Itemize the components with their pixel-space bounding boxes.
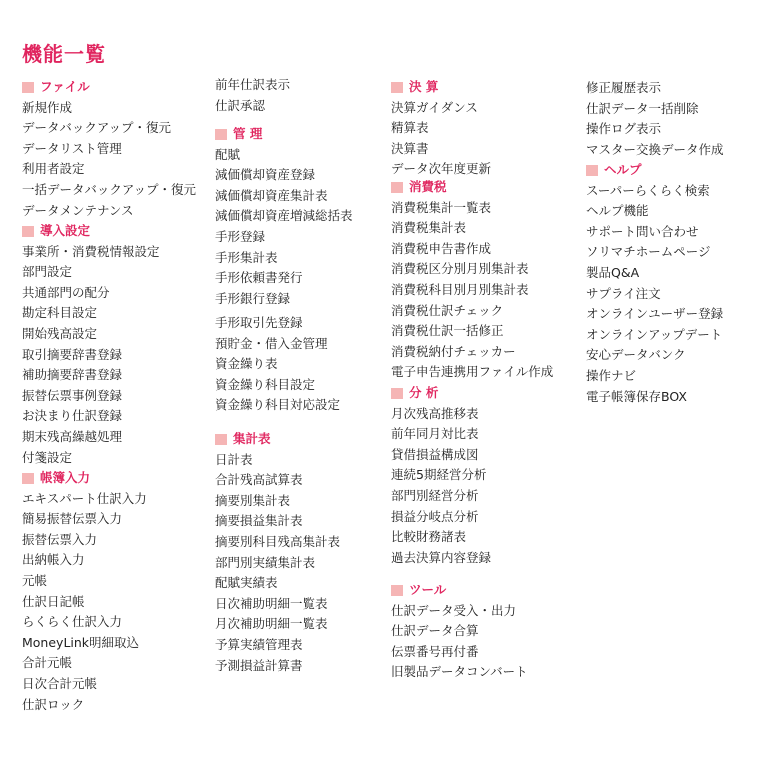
section-header-label: 管 理 [233, 126, 263, 141]
feature-link[interactable]: 仕訳データ受入・出力 [391, 602, 517, 618]
section [215, 124, 353, 309]
feature-link[interactable]: 勘定科目設定 [22, 305, 98, 321]
feature-link[interactable]: 手形取引先登録 [215, 315, 303, 330]
feature-link[interactable]: 精算表 [391, 120, 429, 136]
feature-link[interactable]: 手形銀行登録 [215, 290, 291, 306]
feature-link[interactable]: 電子申告連携用ファイル作成 [391, 364, 554, 380]
feature-link[interactable]: 合計元帳 [22, 655, 73, 671]
feature-link[interactable]: 決算ガイダンス [391, 99, 478, 115]
feature-link[interactable]: 仕訳承認 [215, 97, 266, 113]
feature-link[interactable]: オンラインユーザー登録 [586, 306, 724, 322]
feature-link[interactable]: 減価償却資産増減総括表 [215, 208, 353, 224]
section [22, 468, 147, 715]
feature-link[interactable]: 減価償却資産登録 [215, 167, 316, 183]
section-header [215, 124, 353, 145]
square-bullet-icon [22, 82, 34, 93]
section-header-label: 分 析 [409, 385, 439, 400]
feature-link[interactable]: 摘要損益集計表 [215, 513, 303, 529]
square-bullet-icon [391, 82, 403, 93]
section [22, 77, 196, 221]
feature-link[interactable]: マスター交換データ作成 [586, 141, 724, 157]
section-header [215, 429, 340, 450]
feature-link[interactable]: 合計残高試算表 [215, 472, 303, 488]
feature-link[interactable]: 資金繰り表 [215, 356, 278, 372]
feature-link[interactable]: 消費税集計表 [391, 220, 467, 236]
section [391, 580, 528, 683]
section [586, 78, 724, 160]
feature-link[interactable]: 消費税仕訳チェック [391, 302, 504, 318]
feature-link[interactable]: オンラインアップデート [586, 326, 723, 342]
section-header-label: 帳簿入力 [40, 470, 91, 485]
section [391, 383, 491, 568]
feature-link[interactable]: 前年同月対比表 [391, 426, 479, 442]
feature-link[interactable]: 伝票番号再付番 [391, 643, 479, 659]
square-bullet-icon [22, 226, 34, 237]
section [391, 77, 491, 180]
feature-link[interactable]: 修正履歴表示 [586, 80, 662, 95]
feature-link[interactable]: 仕訳データ一括削除 [586, 100, 699, 116]
section-header-label: 導入設定 [40, 223, 91, 238]
section-header [22, 77, 196, 98]
feature-link[interactable]: 月次残高推移表 [391, 405, 479, 421]
feature-link[interactable]: エキスパート仕訳入力 [22, 490, 147, 506]
feature-link[interactable]: 消費税納付チェッカー [391, 343, 516, 359]
feature-link[interactable]: お決まり仕訳登録 [22, 408, 123, 424]
feature-link[interactable]: 手形依頼書発行 [215, 270, 303, 286]
feature-link[interactable]: 振替伝票事例登録 [22, 387, 123, 403]
feature-link[interactable]: 配賦 [215, 146, 241, 162]
feature-link[interactable]: 仕訳データ合算 [391, 623, 479, 639]
section [391, 177, 553, 383]
feature-link[interactable]: 安心データバンク [586, 347, 686, 363]
feature-link[interactable]: らくらく仕訳入力 [22, 614, 123, 630]
square-bullet-icon [391, 388, 403, 399]
feature-link[interactable]: 操作ナビ [586, 367, 637, 383]
feature-link[interactable]: 製品Q&A [586, 264, 640, 280]
feature-link[interactable]: 取引摘要辞書登録 [22, 346, 123, 362]
feature-link[interactable]: 元帳 [22, 572, 48, 588]
feature-link[interactable]: 事業所・消費税情報設定 [22, 243, 160, 259]
feature-link[interactable]: 仕訳日記帳 [22, 593, 85, 609]
feature-link[interactable]: 損益分岐点分析 [391, 508, 479, 524]
feature-link[interactable]: 預貯金・借入金管理 [215, 335, 328, 351]
feature-link[interactable]: 手形登録 [215, 228, 266, 244]
section [22, 221, 160, 468]
feature-link[interactable]: 過去決算内容登録 [391, 549, 492, 565]
feature-link[interactable]: 仕訳ロック [22, 696, 85, 712]
feature-link[interactable]: 日計表 [215, 451, 253, 467]
feature-link[interactable]: 日次補助明細一覧表 [215, 595, 328, 611]
feature-link[interactable]: データバックアップ・復元 [22, 120, 172, 136]
square-bullet-icon [215, 129, 227, 140]
feature-link[interactable]: 消費税科目別月別集計表 [391, 281, 529, 297]
feature-link[interactable]: 予算実績管理表 [215, 636, 303, 652]
section-header [586, 160, 723, 181]
section [586, 160, 723, 407]
feature-link[interactable]: 前年仕訳表示 [215, 77, 291, 92]
feature-link[interactable]: 期末残高繰越処理 [22, 428, 123, 444]
feature-link[interactable]: 資金繰り科目設定 [215, 376, 316, 392]
feature-link[interactable]: 付箋設定 [22, 449, 73, 465]
square-bullet-icon [391, 182, 403, 193]
feature-link[interactable]: 一括データバックアップ・復元 [22, 181, 197, 197]
feature-link[interactable]: ヘルプ機能 [586, 203, 649, 219]
feature-link[interactable]: 比較財務諸表 [391, 529, 467, 545]
feature-link[interactable]: 手形集計表 [215, 249, 278, 265]
feature-link[interactable]: 予測損益計算書 [215, 657, 303, 673]
feature-link[interactable]: 利用者設定 [22, 161, 85, 177]
feature-link[interactable]: 共通部門の配分 [22, 284, 110, 300]
section [215, 429, 340, 676]
section-header-label: 消費税 [409, 179, 447, 194]
feature-link[interactable]: 摘要別科目残高集計表 [215, 533, 341, 549]
square-bullet-icon [586, 165, 598, 176]
feature-link[interactable]: 消費税仕訳一括修正 [391, 323, 504, 339]
feature-link[interactable]: 日次合計元帳 [22, 675, 98, 691]
section-header [391, 383, 491, 404]
feature-link[interactable]: 配賦実績表 [215, 575, 278, 591]
feature-link[interactable]: ソリマチホームページ [586, 244, 711, 260]
feature-link[interactable]: 消費税集計一覧表 [391, 199, 492, 215]
square-bullet-icon [215, 434, 227, 445]
feature-link[interactable]: 資金繰り科目対応設定 [215, 397, 341, 413]
section-header-label: ファイル [40, 79, 90, 94]
feature-link[interactable]: 部門別実績集計表 [215, 554, 316, 570]
square-bullet-icon [391, 585, 403, 596]
feature-link[interactable]: 部門設定 [22, 264, 73, 280]
feature-link[interactable]: 補助摘要辞書登録 [22, 367, 123, 383]
section-header-label: ヘルプ [604, 162, 642, 177]
feature-link[interactable]: サプライ注文 [586, 285, 661, 301]
feature-link[interactable]: 電子帳簿保存BOX [586, 388, 687, 404]
section-header [391, 177, 553, 198]
section [215, 313, 340, 416]
section-header-label: ツール [409, 582, 447, 597]
feature-link[interactable]: MoneyLink明細取込 [22, 634, 140, 650]
feature-link[interactable]: 摘要別集計表 [215, 492, 291, 508]
feature-link[interactable]: 消費税申告書作成 [391, 240, 492, 256]
feature-link[interactable]: 決算書 [391, 140, 429, 156]
feature-link[interactable]: 出納帳入力 [22, 552, 85, 568]
feature-link[interactable]: 旧製品データコンバート [391, 664, 528, 680]
feature-link[interactable]: データリスト管理 [22, 140, 122, 156]
square-bullet-icon [22, 473, 34, 484]
feature-link[interactable]: 振替伝票入力 [22, 531, 98, 547]
feature-link[interactable]: 月次補助明細一覧表 [215, 616, 328, 632]
feature-link[interactable]: 簡易振替伝票入力 [22, 511, 123, 527]
feature-link[interactable]: 消費税区分別月別集計表 [391, 261, 529, 277]
feature-link[interactable]: 貸借損益構成図 [391, 446, 479, 462]
feature-link[interactable]: 減価償却資産集計表 [215, 187, 328, 203]
feature-link[interactable]: データメンテナンス [22, 202, 134, 218]
section-header [391, 580, 528, 601]
section-header [22, 468, 147, 489]
feature-link[interactable]: 操作ログ表示 [586, 121, 662, 137]
feature-link[interactable]: スーパーらくらく検索 [586, 182, 710, 198]
feature-link[interactable]: データ次年度更新 [391, 161, 492, 177]
page-title: 機能一覧 [22, 42, 106, 66]
section [215, 75, 290, 116]
section-header-label: 決 算 [409, 79, 439, 94]
feature-link[interactable]: 開始残高設定 [22, 325, 98, 341]
feature-link[interactable]: サポート問い合わせ [586, 223, 699, 239]
section-header [22, 221, 160, 242]
section-header-label: 集計表 [233, 431, 271, 446]
feature-link[interactable]: 新規作成 [22, 99, 73, 115]
section-header [391, 77, 491, 98]
feature-link[interactable]: 部門別経営分析 [391, 487, 479, 503]
feature-link[interactable]: 連続5期経営分析 [391, 467, 487, 483]
